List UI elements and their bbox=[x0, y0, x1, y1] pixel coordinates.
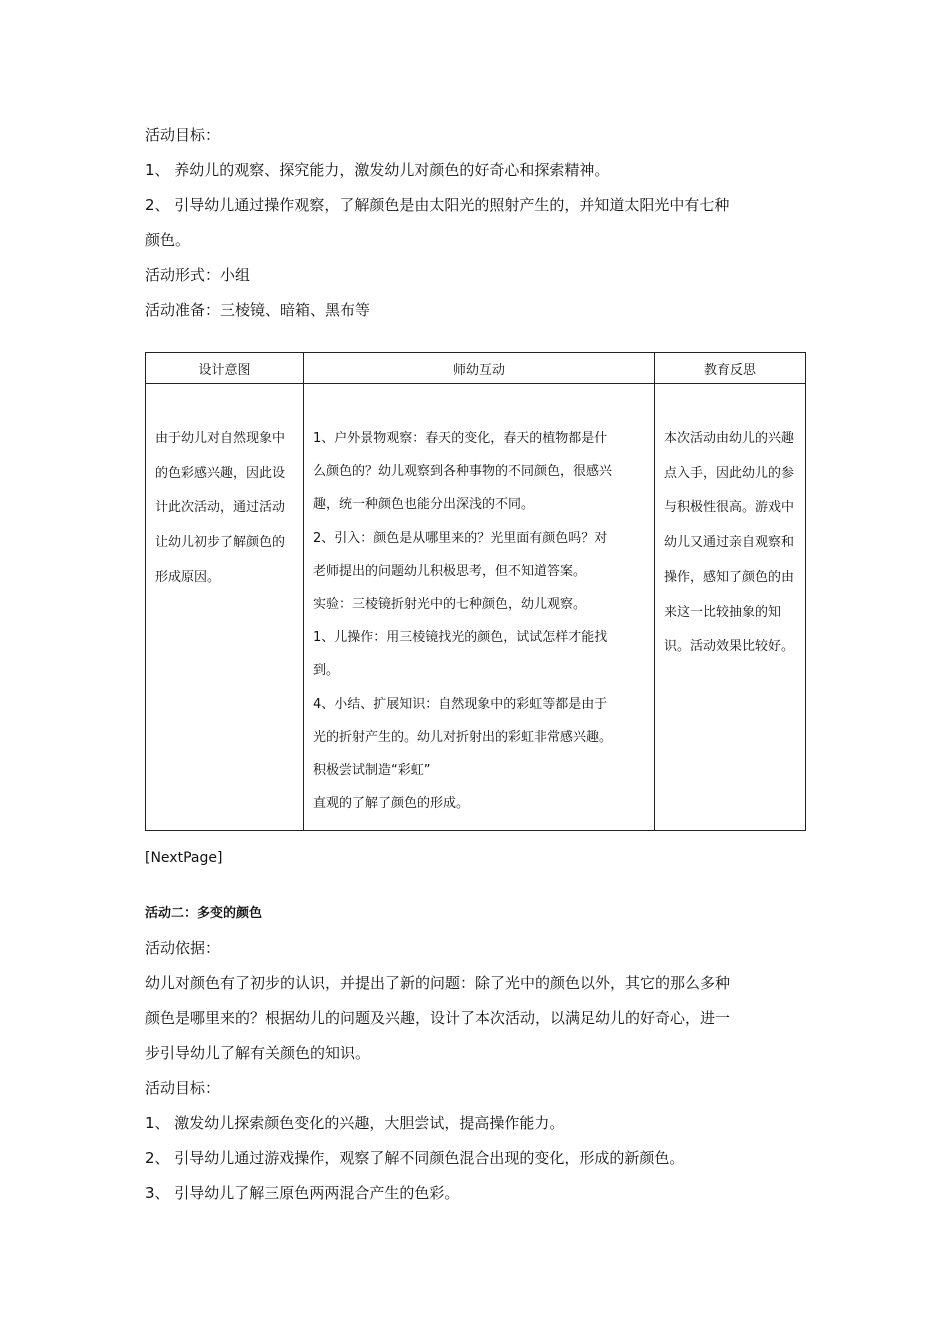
section-2-goal-2: 2、 引导幼儿通过游戏操作，观察了解不同颜色混合出现的变化，形成的新颜色。 bbox=[145, 1149, 685, 1167]
interaction-line: 1、户外景物观察：春天的变化，春天的植物都是什 bbox=[313, 431, 608, 446]
interaction-line: 趣，统一种颜色也能分出深浅的不同。 bbox=[313, 497, 535, 513]
interaction-line: 直观的了解了颜色的形成。 bbox=[313, 796, 470, 812]
goal-2-line-2: 颜色。 bbox=[145, 231, 191, 249]
interaction-line: 到。 bbox=[313, 663, 340, 679]
section-2-goal-1: 1、 激发幼儿探索颜色变化的兴趣，大胆尝试，提高操作能力。 bbox=[145, 1114, 565, 1132]
header-reflection: 教育反思 bbox=[655, 353, 806, 384]
basis-line-2: 颜色是哪里来的？根据幼儿的问题及兴趣，设计了本次活动，以满足幼儿的好奇心，进一 bbox=[145, 1009, 731, 1027]
section-2-goals-label: 活动目标： bbox=[145, 1079, 221, 1097]
activity-form: 活动形式：小组 bbox=[145, 266, 251, 284]
goal-1: 1、 养幼儿的观察、探究能力，激发幼儿对颜色的好奇心和探索精神。 bbox=[145, 161, 610, 179]
interaction-line: 4、小结、扩展知识：自然现象中的彩虹等都是由于 bbox=[313, 696, 608, 712]
design-intent-text: 由于幼儿对自然现象中的色彩感兴趣，因此设计此次活动，通过活动让幼儿初步了解颜色的形成原因。 bbox=[155, 431, 286, 585]
interaction-line: 老师提出的问题幼儿积极思考，但不知道答案。 bbox=[313, 563, 587, 579]
interaction-text bbox=[304, 384, 654, 830]
goal-2-line-1: 2、 引导幼儿通过操作观察，了解颜色是由太阳光的照射产生的，并知道太阳光中有七种 bbox=[145, 196, 730, 214]
basis-label: 活动依据： bbox=[145, 939, 221, 957]
table-header-row bbox=[146, 353, 806, 384]
interaction-line: 1、儿操作：用三棱镜找光的颜色，试试怎样才能找 bbox=[313, 630, 608, 646]
next-page-marker: [NextPage] bbox=[145, 850, 223, 866]
activity-table bbox=[145, 352, 806, 831]
reflection-text: 本次活动由幼儿的兴趣点入手，因此幼儿的参与积极性很高。游戏中幼儿又通过亲自观察和操作，感知了颜色的由来这一比较抽象的知识。活动效果比较好。 bbox=[664, 431, 795, 655]
basis-line-3: 步引导幼儿了解有关颜色的知识。 bbox=[145, 1044, 371, 1062]
basis-line-1: 幼儿对颜色有了初步的认识，并提出了新的问题：除了光中的颜色以外，其它的那么多种 bbox=[145, 974, 731, 992]
header-design: 设计意图 bbox=[146, 353, 304, 384]
goals-label: 活动目标： bbox=[145, 126, 221, 144]
activity-prep: 活动准备：三棱镜、暗箱、黑布等 bbox=[145, 301, 371, 319]
header-interaction: 师幼互动 bbox=[304, 353, 655, 384]
interaction-line: 么颜色的？幼儿观察到各种事物的不同颜色，很感兴 bbox=[313, 464, 613, 480]
section-2-goal-3: 3、 引导幼儿了解三原色两两混合产生的色彩。 bbox=[145, 1184, 460, 1202]
table-row bbox=[146, 384, 806, 831]
interaction-line: 光的折射产生的。幼儿对折射出的彩虹非常感兴趣。 bbox=[313, 729, 613, 745]
interaction-line: 积极尝试制造“彩虹” bbox=[313, 763, 431, 779]
interaction-line: 2、引入：颜色是从哪里来的？光里面有颜色吗？对 bbox=[313, 530, 608, 546]
section-2-title: 活动二：多变的颜色 bbox=[145, 906, 263, 921]
interaction-line: 实验：三棱镜折射光中的七种颜色，幼儿观察。 bbox=[313, 597, 587, 613]
